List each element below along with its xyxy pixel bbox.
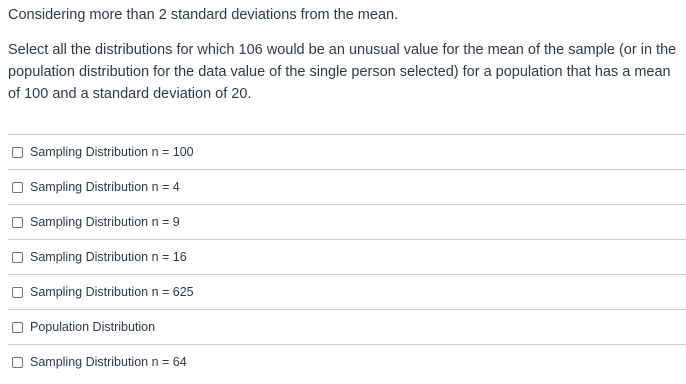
checkbox-n64[interactable] — [12, 357, 23, 368]
checkbox-n100[interactable] — [12, 147, 23, 158]
answer-option-n16[interactable] — [8, 239, 686, 274]
answer-option-population[interactable] — [8, 309, 686, 344]
checkbox-n16[interactable] — [12, 252, 23, 263]
answer-label-n625: Sampling Distribution n = 625 — [30, 285, 194, 299]
answer-label-n16: Sampling Distribution n = 16 — [30, 250, 187, 264]
answer-label-n4: Sampling Distribution n = 4 — [30, 180, 180, 194]
answer-option-n4[interactable] — [8, 169, 686, 204]
answer-option-n64[interactable] — [8, 344, 686, 379]
question-text — [8, 4, 684, 105]
answer-label-n100: Sampling Distribution n = 100 — [30, 145, 194, 159]
answer-label-population: Population Distribution — [30, 320, 156, 334]
answer-list — [8, 134, 686, 379]
checkbox-n4[interactable] — [12, 182, 23, 193]
answer-option-n100[interactable] — [8, 134, 686, 169]
question-prompt: Select all the distributions for which 106 would be an unusual value for the mean of the sample (or in the population distribution for the data value of the single person selected) for a population that has a mean of 100 and a standard deviation of 20. — [8, 42, 677, 102]
answer-label-n9: Sampling Distribution n = 9 — [30, 215, 180, 229]
checkbox-n625[interactable] — [12, 287, 23, 298]
answer-option-n625[interactable] — [8, 274, 686, 309]
answer-option-n9[interactable] — [8, 204, 686, 239]
checkbox-population[interactable] — [12, 322, 23, 333]
checkbox-n9[interactable] — [12, 217, 23, 228]
question-intro: Considering more than 2 standard deviations from the mean. — [8, 7, 399, 23]
answer-label-n64: Sampling Distribution n = 64 — [30, 355, 187, 369]
